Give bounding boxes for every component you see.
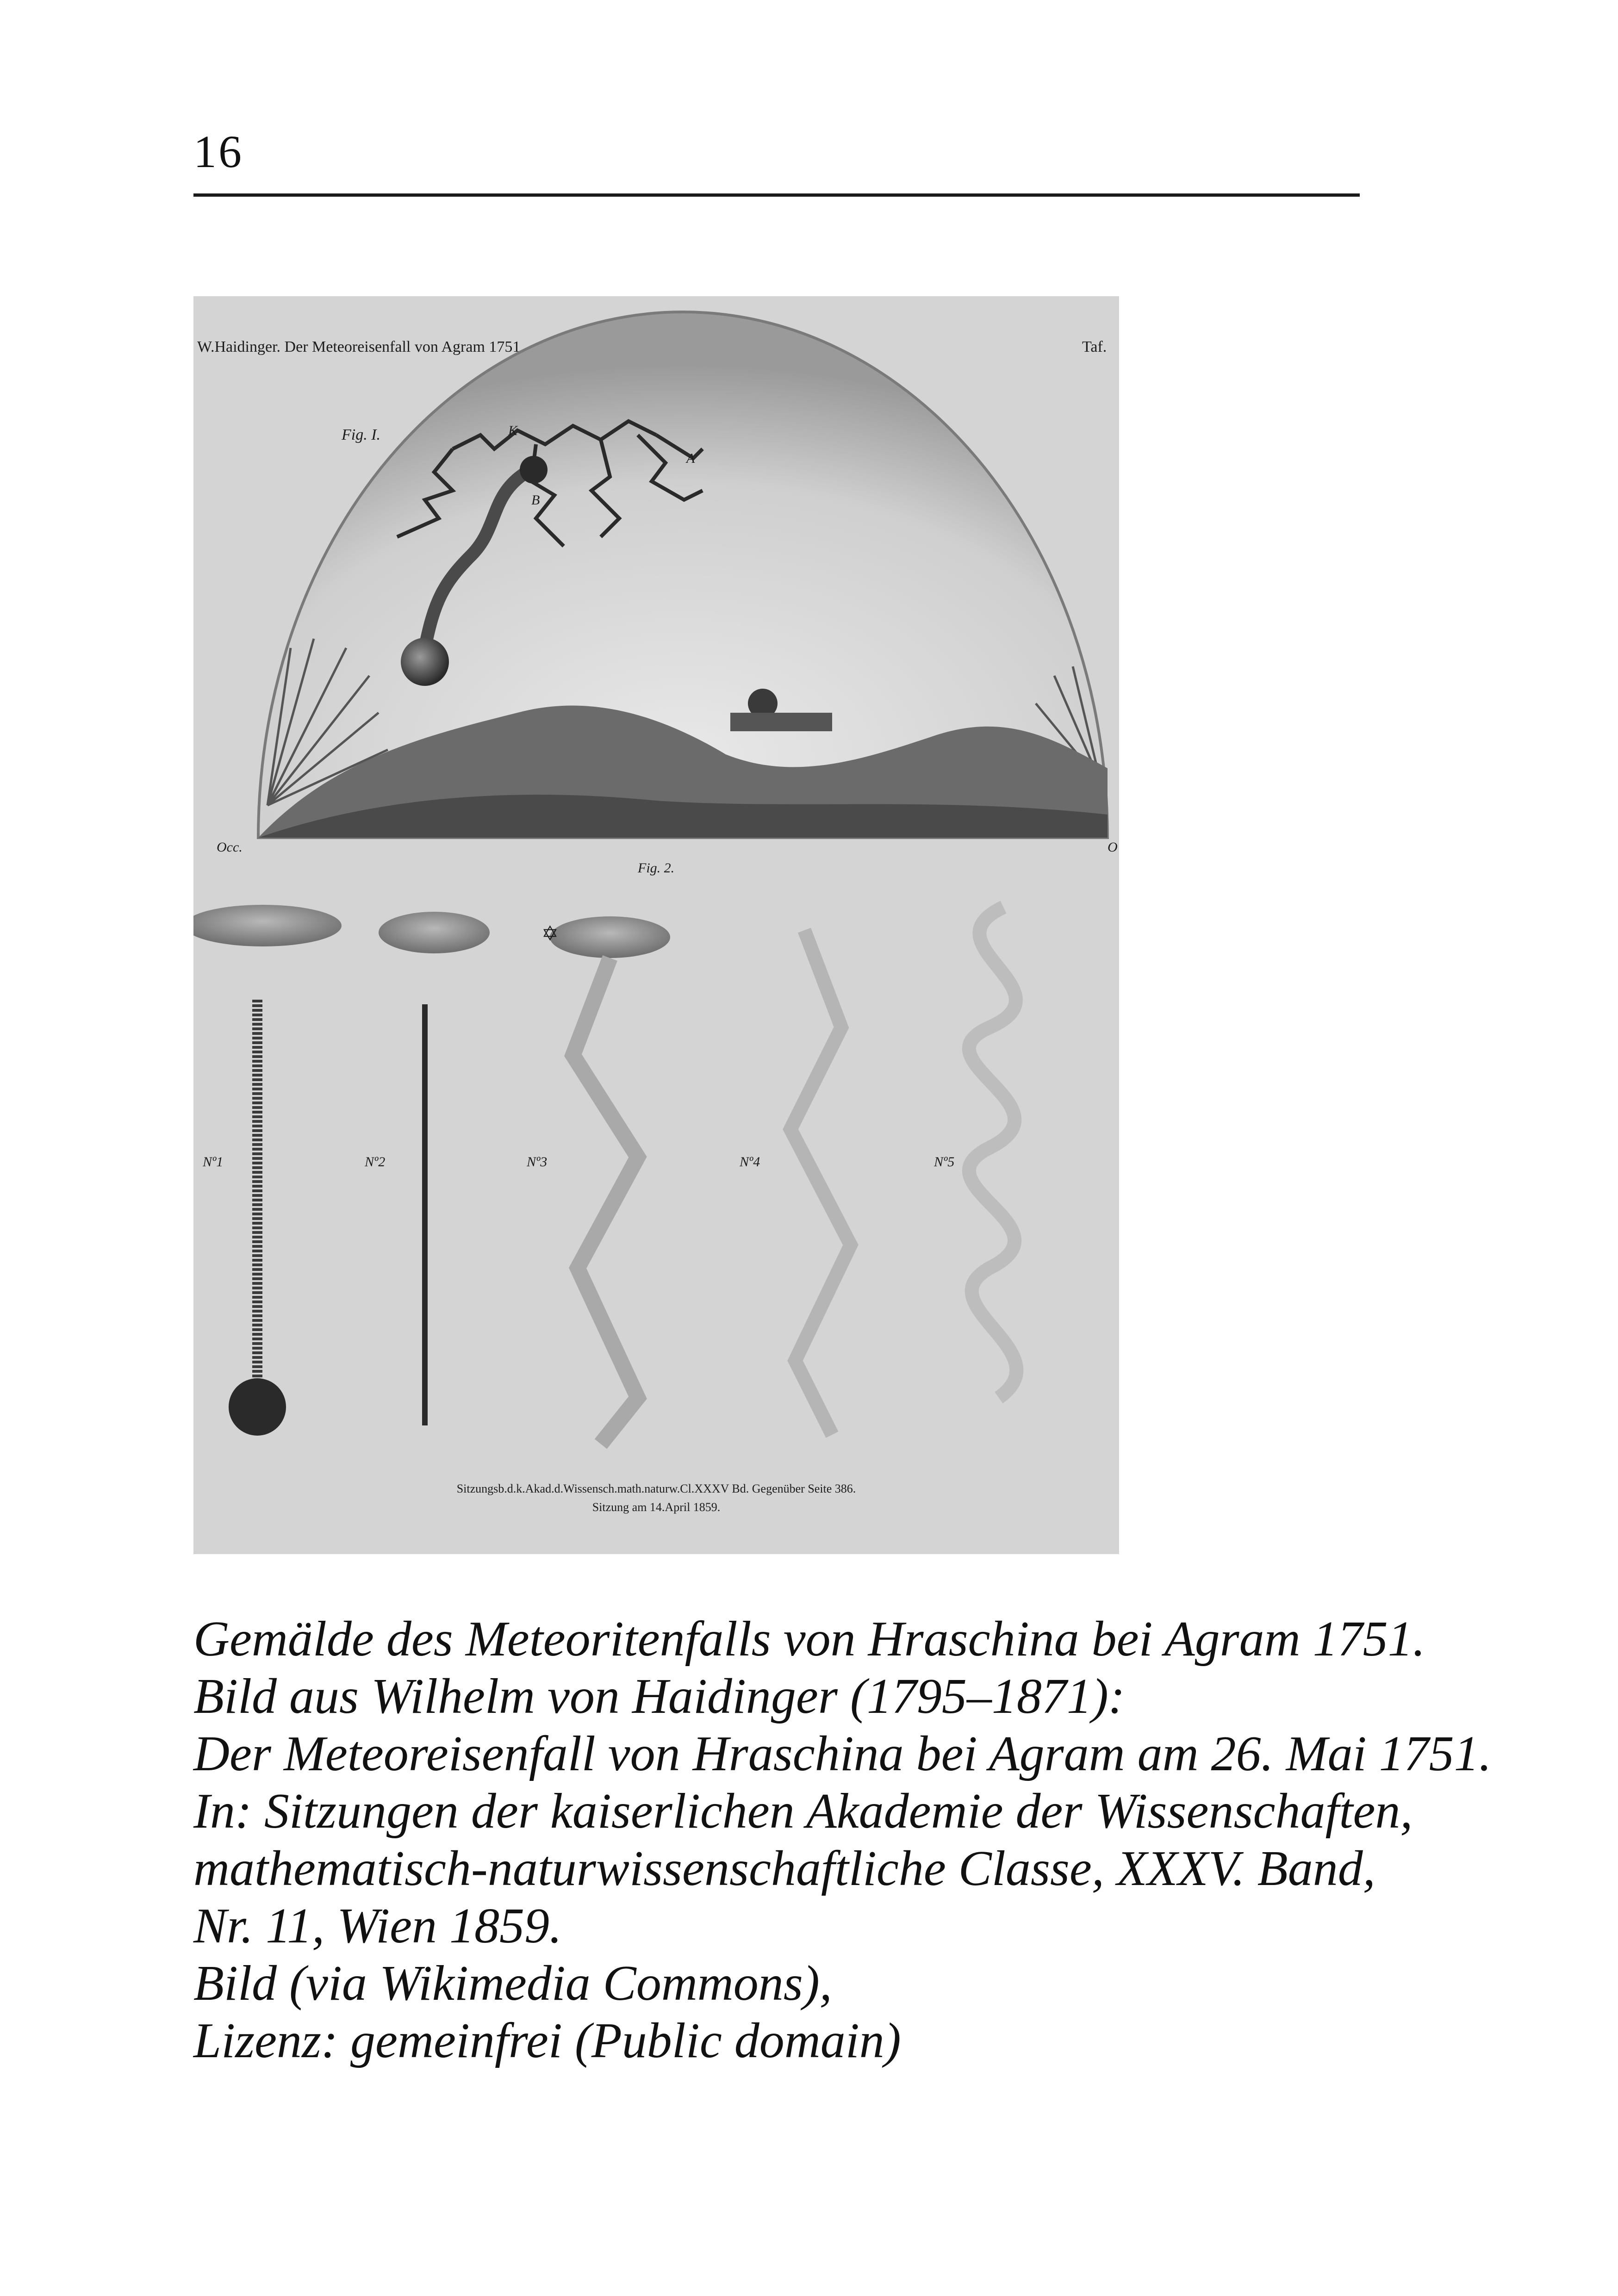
cloud-3: [550, 916, 670, 958]
fireball-b: [520, 456, 548, 484]
figure-caption: [193, 1611, 1492, 2070]
plate-header-text: W.Haidinger. Der Meteoreisenfall von Agram 1751.: [197, 338, 524, 355]
cloud-2: [379, 912, 490, 953]
page-header: [193, 124, 1360, 197]
caption-line: Lizenz: gemeinfrei (Public domain): [193, 2013, 901, 2068]
number-label-1: Nº1: [203, 1154, 224, 1170]
point-label-b: B: [531, 492, 540, 508]
star-icon: ✡: [541, 922, 559, 945]
horizon-label-left: Occ.: [217, 840, 243, 855]
caption-line: Bild aus Wilhelm von Haidinger (1795–1871):: [193, 1669, 1125, 1724]
meteorite-plate-illustration: [193, 296, 1119, 1554]
fig2-label: Fig. 2.: [638, 860, 675, 876]
village: [730, 713, 832, 731]
number-label-5: Nº5: [934, 1154, 955, 1170]
caption-line: Bild (via Wikimedia Commons),: [193, 1956, 832, 2011]
caption-line: mathematisch-naturwissenschaftliche Classe, XXXV. Band,: [193, 1841, 1375, 1896]
plate-corner-text: Taf.: [1082, 338, 1107, 355]
number-label-3: Nº3: [527, 1154, 548, 1170]
caption-line: In: Sitzungen der kaiserlichen Akademie der Wissenschaften,: [193, 1784, 1413, 1839]
streak-1-ball: [229, 1378, 286, 1436]
caption-line: Nr. 11, Wien 1859.: [193, 1898, 562, 1954]
meteorite-ball: [401, 638, 449, 686]
caption-line: Der Meteoreisenfall von Hraschina bei Agram am 26. Mai 1751.: [193, 1726, 1492, 1781]
point-label-a: A: [686, 451, 695, 466]
horizon-label-right: O: [1108, 840, 1118, 855]
number-label-2: Nº2: [365, 1154, 386, 1170]
caption-line: Gemälde des Meteoritenfalls von Hraschina bei Agram 1751.: [193, 1612, 1425, 1667]
meteorite-plate-figure: [193, 296, 1119, 1554]
page-number: 16: [193, 126, 243, 177]
plate-footer-line-2: Sitzung am 14.April 1859.: [592, 1500, 721, 1514]
plate-footer-line-1: Sitzungsb.d.k.Akad.d.Wissensch.math.naturw.Cl.XXXV Bd. Gegenüber Seite 386.: [456, 1482, 856, 1495]
fig1-label: Fig. I.: [342, 426, 381, 443]
number-label-4: Nº4: [740, 1154, 760, 1170]
point-label-k: K: [508, 423, 518, 438]
